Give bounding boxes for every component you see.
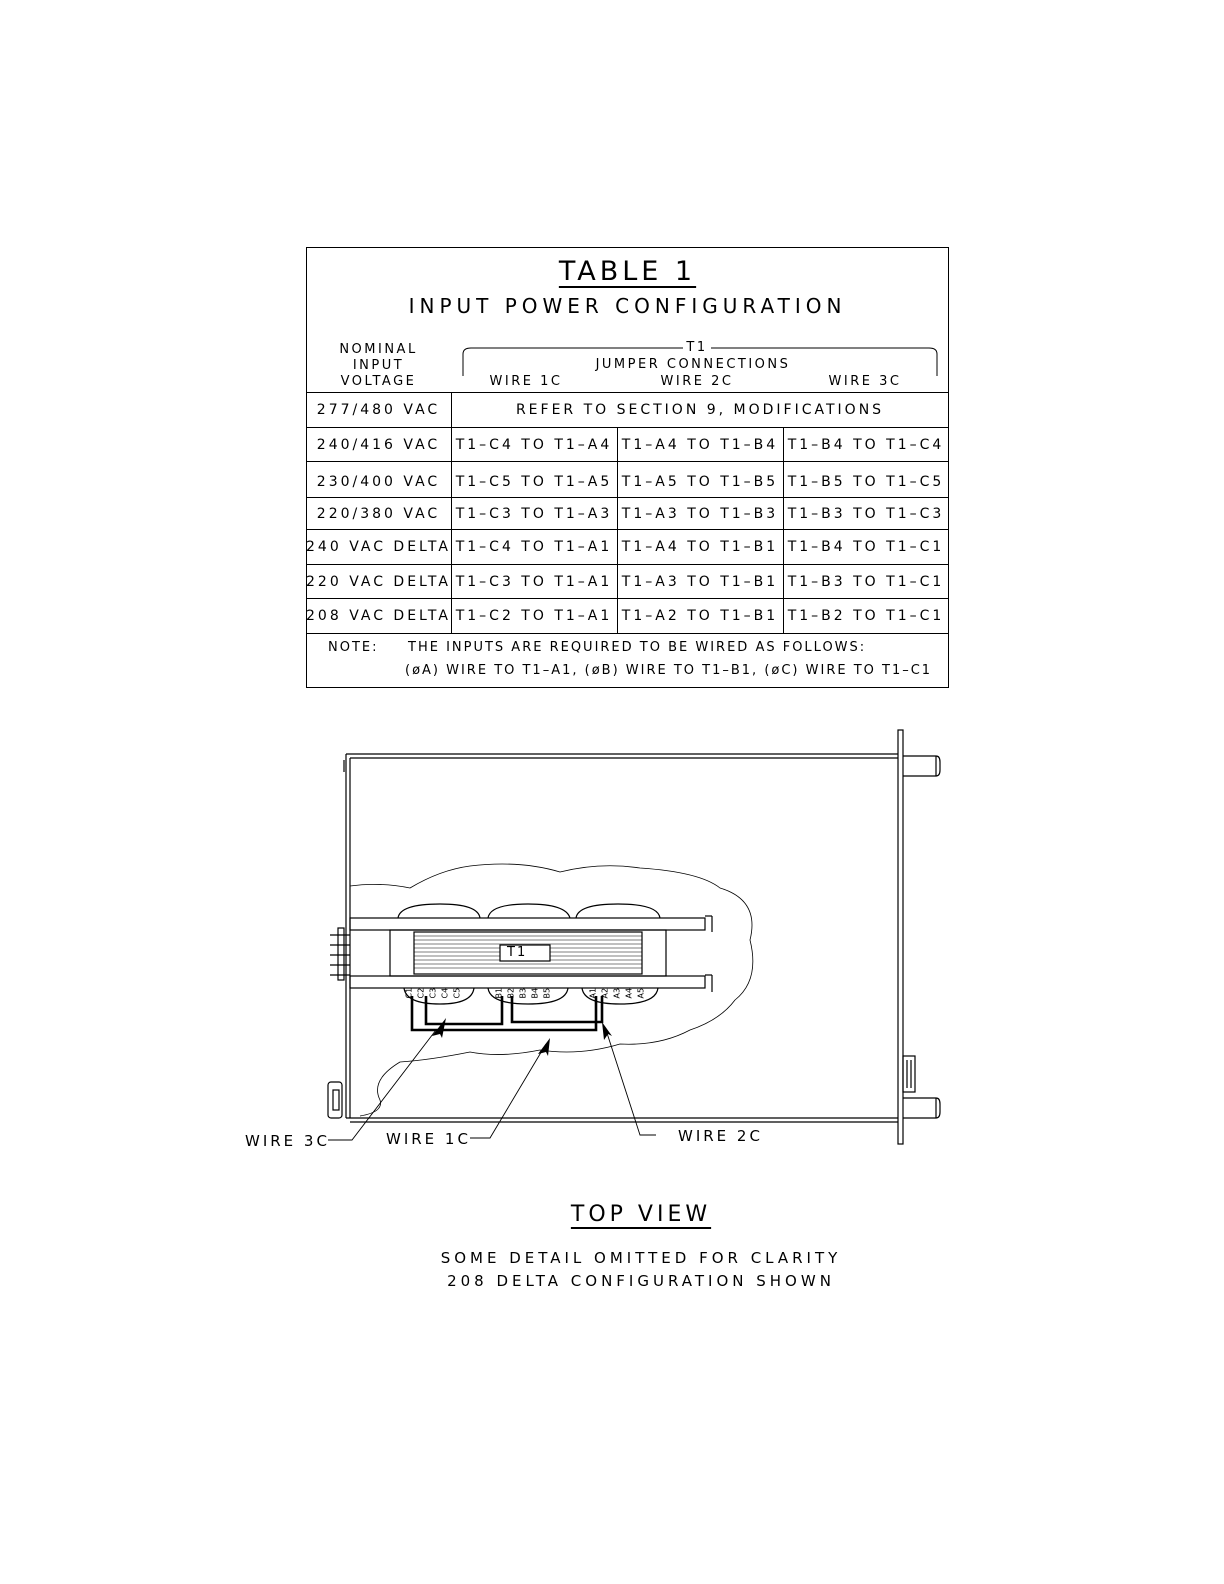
callout-leaders [328, 1030, 656, 1140]
terminal-label: A4 [624, 987, 634, 999]
cell-wire-2c: T1–A5 TO T1–B5 [621, 474, 779, 490]
terminal-group-b [496, 986, 556, 1000]
terminal-label: C1 [404, 987, 414, 999]
cell-voltage: 208 VAC DELTA [306, 608, 451, 624]
cell-voltage: 240 VAC DELTA [306, 539, 451, 555]
header-voltage-line2: INPUT [352, 358, 405, 373]
cell-wire-3c: T1–B4 TO T1–C4 [787, 437, 945, 453]
cell-voltage: 220/380 VAC [316, 506, 441, 522]
cell-wire-3c: T1–B2 TO T1–C1 [787, 608, 945, 624]
cell-wire-2c: T1–A4 TO T1–B1 [621, 539, 779, 555]
jumper-wires [412, 996, 602, 1030]
terminal-label: B4 [530, 987, 540, 999]
cell-wire-1c: T1–C4 TO T1–A4 [455, 437, 613, 453]
cell-voltage: 220 VAC DELTA [306, 574, 451, 590]
header-voltage-line1: NOMINAL [339, 342, 418, 357]
terminal-label: C5 [452, 987, 462, 999]
cell-refer-section: REFER TO SECTION 9, MODIFICATIONS [515, 402, 885, 418]
header-voltage-line3: VOLTAGE [340, 374, 417, 389]
cell-voltage: 230/400 VAC [316, 474, 441, 490]
front-panel [898, 730, 940, 1144]
header-jumper-connections: JUMPER CONNECTIONS [595, 357, 791, 372]
header-wire-3c: WIRE 3C [828, 374, 902, 389]
table-subtitle: INPUT POWER CONFIGURATION [408, 294, 847, 318]
cell-wire-2c: T1–A3 TO T1–B3 [621, 506, 779, 522]
header-wire-2c: WIRE 2C [660, 374, 734, 389]
terminal-label: A3 [612, 987, 622, 999]
cell-wire-3c: T1–B4 TO T1–C1 [787, 539, 945, 555]
header-wire-1c: WIRE 1C [489, 374, 563, 389]
terminal-label: A5 [636, 987, 646, 999]
terminal-label: B5 [542, 987, 552, 999]
cell-wire-3c: T1–B3 TO T1–C3 [787, 506, 945, 522]
note-label: NOTE: [328, 640, 379, 655]
cell-wire-2c: T1–A4 TO T1–B4 [621, 437, 779, 453]
callout-wire-3c: WIRE 3C [245, 1132, 330, 1150]
cell-wire-1c: T1–C2 TO T1–A1 [455, 608, 613, 624]
callout-wire-2c: WIRE 2C [678, 1127, 763, 1145]
terminal-group-a [590, 986, 650, 1000]
top-view-drawing [0, 720, 1224, 1160]
rear-terminals [328, 928, 350, 1118]
caption-line-2: 208 DELTA CONFIGURATION SHOWN [447, 1272, 835, 1290]
cell-voltage: 277/480 VAC [316, 402, 441, 418]
caption-line-1: SOME DETAIL OMITTED FOR CLARITY [440, 1249, 842, 1267]
terminal-label: A2 [600, 987, 610, 999]
transformer-label: T1 [507, 945, 528, 960]
chassis-outline [344, 754, 898, 1122]
terminal-label: A1 [588, 987, 598, 999]
terminal-label: C3 [428, 987, 438, 999]
cell-wire-1c: T1–C5 TO T1–A5 [455, 474, 613, 490]
cell-wire-1c: T1–C4 TO T1–A1 [455, 539, 613, 555]
cell-wire-3c: T1–B5 TO T1–C5 [787, 474, 945, 490]
cell-wire-1c: T1–C3 TO T1–A3 [455, 506, 613, 522]
cell-wire-2c: T1–A3 TO T1–B1 [621, 574, 779, 590]
cell-wire-2c: T1–A2 TO T1–B1 [621, 608, 779, 624]
terminal-label: C2 [416, 987, 426, 999]
view-title: TOP VIEW [570, 1202, 712, 1227]
row-divider [306, 633, 949, 634]
cell-wire-3c: T1–B3 TO T1–C1 [787, 574, 945, 590]
cell-voltage: 240/416 VAC [316, 437, 441, 453]
terminal-label: B1 [494, 987, 504, 999]
header-t1: T1 [686, 340, 708, 355]
terminal-label: B3 [518, 987, 528, 999]
terminal-group-c [406, 986, 466, 1000]
terminal-label: C4 [440, 987, 450, 999]
terminal-label: B2 [506, 987, 516, 999]
table-title: TABLE 1 [558, 256, 697, 287]
note-line-1: THE INPUTS ARE REQUIRED TO BE WIRED AS FOLLOWS: [408, 640, 867, 655]
note-line-2: (øA) WIRE TO T1–A1, (øB) WIRE TO T1–B1, (øC) WIRE TO T1–C1 [405, 663, 933, 678]
callout-wire-1c: WIRE 1C [386, 1130, 471, 1148]
cell-wire-1c: T1–C3 TO T1–A1 [455, 574, 613, 590]
